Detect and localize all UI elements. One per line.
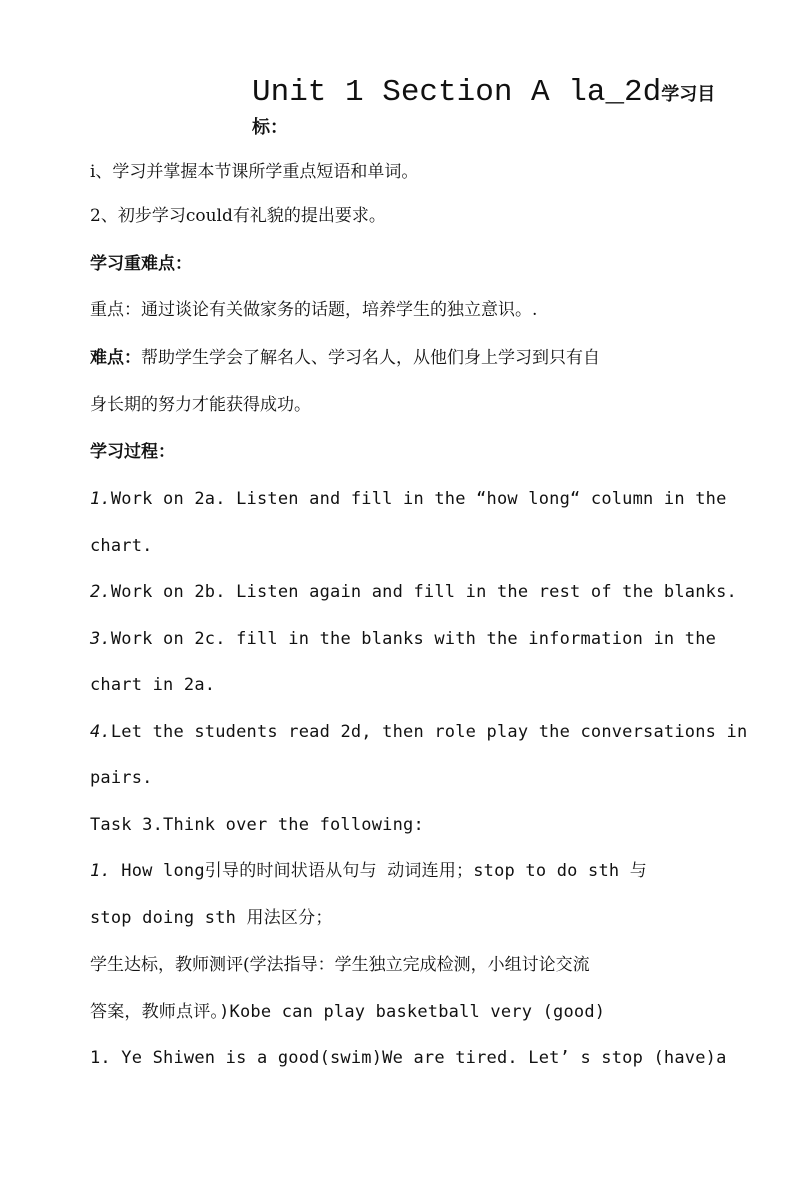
task3-heading: Task 3.Think over the following: <box>90 815 424 835</box>
task3-item-1-continuation: stop doing sth 用法区分； <box>90 908 333 928</box>
goal-1: i、学习并掌握本节课所学重点短语和单词。 <box>90 162 419 182</box>
process-step-3-continuation: chart in 2a. <box>90 675 216 695</box>
assessment-line-2: 答案，教师点评。)Kobe can play basketball very (good) <box>90 1002 606 1022</box>
assessment-line-1: 学生达标，教师测评(学法指导：学生独立完成检测，小组讨论交流 <box>90 955 590 975</box>
step-number: 3. <box>90 629 111 649</box>
document-title <box>252 74 715 114</box>
item-number: 1. <box>90 861 111 881</box>
task3-item-1 <box>90 859 647 883</box>
difficulty-text: 帮助学生学会了解名人、学习名人，从他们身上学习到只有自 <box>141 348 600 368</box>
step-number: 1. <box>90 489 111 509</box>
key-points-heading: 学习重难点： <box>90 254 192 274</box>
title-main-text: Unit 1 Section A la_2d <box>252 75 662 110</box>
item-text: How long引导的时间状语从句与 动词连用；stop to do sth 与 <box>110 861 647 881</box>
process-step-1 <box>90 487 727 511</box>
process-heading: 学习过程： <box>90 442 175 462</box>
step-text: Work on 2c. fill in the blanks with the information in the <box>110 629 717 649</box>
process-step-4-continuation: pairs. <box>90 768 153 788</box>
step-text: Work on 2a. Listen and fill in the “how long“ column in the <box>110 489 727 509</box>
assessment-line-3: 1. Ye Shiwen is a good(swim)We are tired. Let’ s stop (have)a <box>90 1048 727 1068</box>
difficulty-point <box>90 346 600 370</box>
focus-point: 重点：通过谈论有关做家务的话题，培养学生的独立意识。. <box>90 300 538 320</box>
step-number: 4. <box>90 722 111 742</box>
process-step-2 <box>90 580 737 604</box>
step-text: Let the students read 2d, then role play the conversations in <box>110 722 748 742</box>
step-text: Work on 2b. Listen again and fill in the rest of the blanks. <box>110 582 737 602</box>
difficulty-continuation: 身长期的努力才能获得成功。 <box>90 395 311 415</box>
process-step-3 <box>90 627 716 651</box>
goal-2: 2、初步学习could有礼貌的提出要求。 <box>90 206 386 226</box>
title-tail-text: 学习目 <box>661 84 716 105</box>
step-number: 2. <box>90 582 111 602</box>
process-step-1-continuation: chart. <box>90 536 153 556</box>
title-continuation: 标： <box>252 117 288 138</box>
process-step-4 <box>90 720 747 744</box>
difficulty-label: 难点： <box>90 348 141 368</box>
